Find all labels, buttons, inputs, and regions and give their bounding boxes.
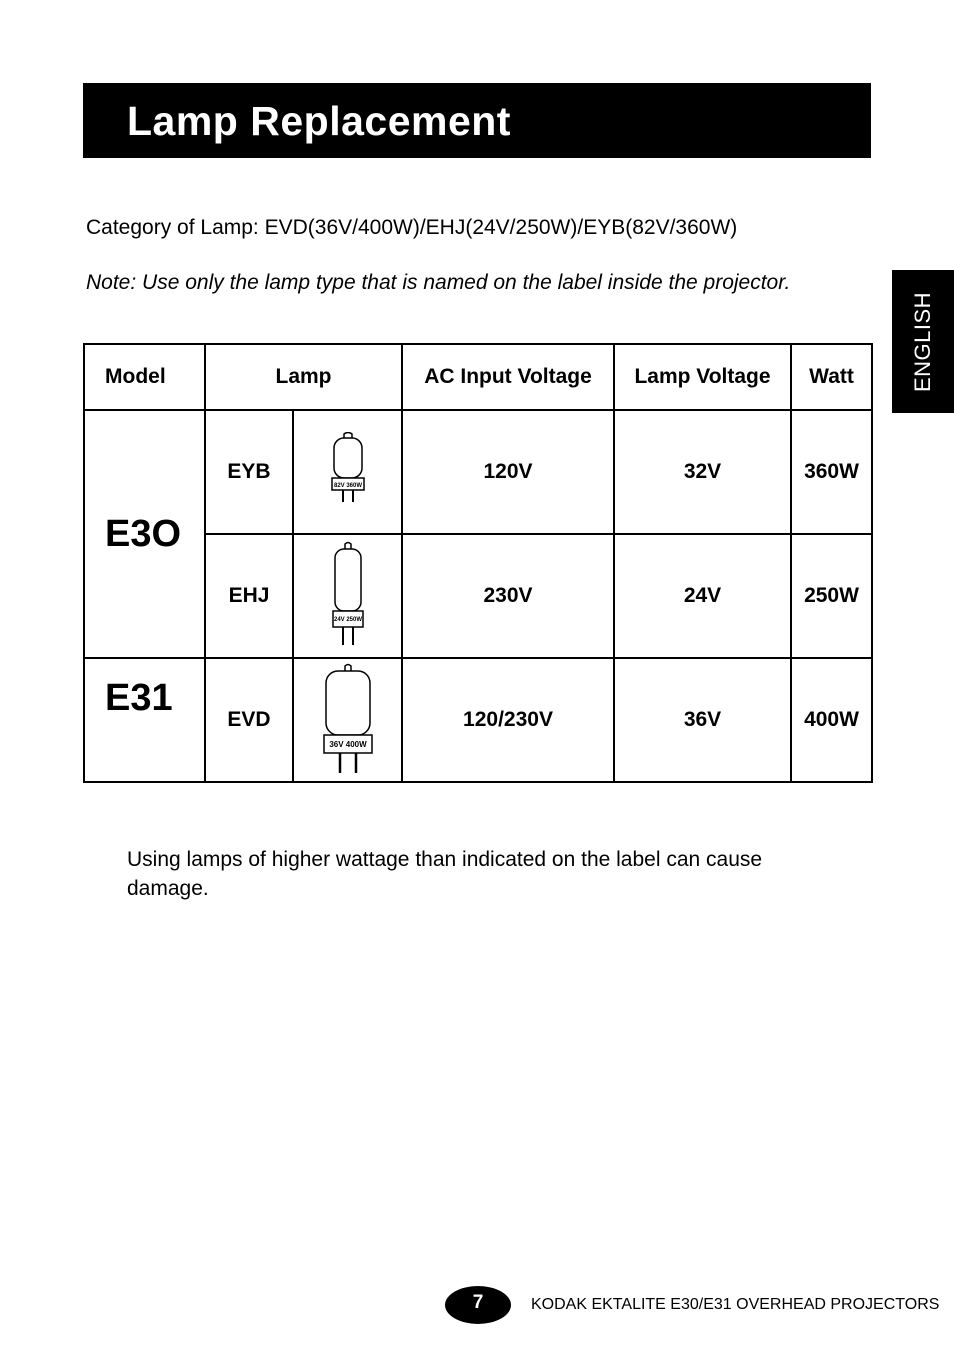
note-line: Note: Use only the lamp type that is named on the label inside the projector. xyxy=(86,271,791,294)
table-row xyxy=(84,410,872,534)
model-e31: E31 xyxy=(84,658,205,782)
ac-input-voltage: 120V xyxy=(402,410,614,534)
lamp-type: EVD xyxy=(205,658,293,782)
watt: 360W xyxy=(791,410,872,534)
model-e30: E3O xyxy=(84,410,205,658)
lamp-ehj-icon xyxy=(328,541,368,651)
bulb-label: 24V 250W xyxy=(333,617,362,623)
lamp-voltage: 24V xyxy=(614,534,791,658)
language-tab-label: ENGLISH xyxy=(910,291,935,392)
lamp-image-cell xyxy=(293,410,402,534)
lamp-image-cell xyxy=(293,658,402,782)
page-title: Lamp Replacement xyxy=(127,98,511,144)
lamp-voltage: 32V xyxy=(614,410,791,534)
lamp-type: EYB xyxy=(205,410,293,534)
watt: 250W xyxy=(791,534,872,658)
lamp-eyb-icon xyxy=(328,432,368,512)
header-lamp-voltage: Lamp Voltage xyxy=(614,344,791,410)
language-tab xyxy=(892,270,954,413)
lamp-evd-icon xyxy=(320,663,376,777)
page-number-badge: 7 xyxy=(445,1286,511,1324)
lamp-table xyxy=(83,343,873,783)
ac-input-voltage: 230V xyxy=(402,534,614,658)
warning-text: Using lamps of higher wattage than indicated on the label can cause damage. xyxy=(127,848,763,900)
bulb-label: 36V 400W xyxy=(328,740,367,749)
footer-title: KODAK EKTALITE E30/E31 OVERHEAD PROJECTORS xyxy=(531,1296,940,1313)
lamp-image-cell xyxy=(293,534,402,658)
header-watt: Watt xyxy=(791,344,872,410)
header-ac-input: AC Input Voltage xyxy=(402,344,614,410)
lamp-type: EHJ xyxy=(205,534,293,658)
table-row xyxy=(84,658,872,782)
ac-input-voltage: 120/230V xyxy=(402,658,614,782)
category-line: Category of Lamp: EVD(36V/400W)/EHJ(24V/250W)/EYB(82V/360W) xyxy=(86,216,738,239)
bulb-label: 82V 360W xyxy=(333,483,362,489)
title-bar xyxy=(83,83,871,158)
header-lamp: Lamp xyxy=(205,344,402,410)
header-model: Model xyxy=(84,344,205,410)
lamp-voltage: 36V xyxy=(614,658,791,782)
watt: 400W xyxy=(791,658,872,782)
table-header-row xyxy=(84,344,872,410)
